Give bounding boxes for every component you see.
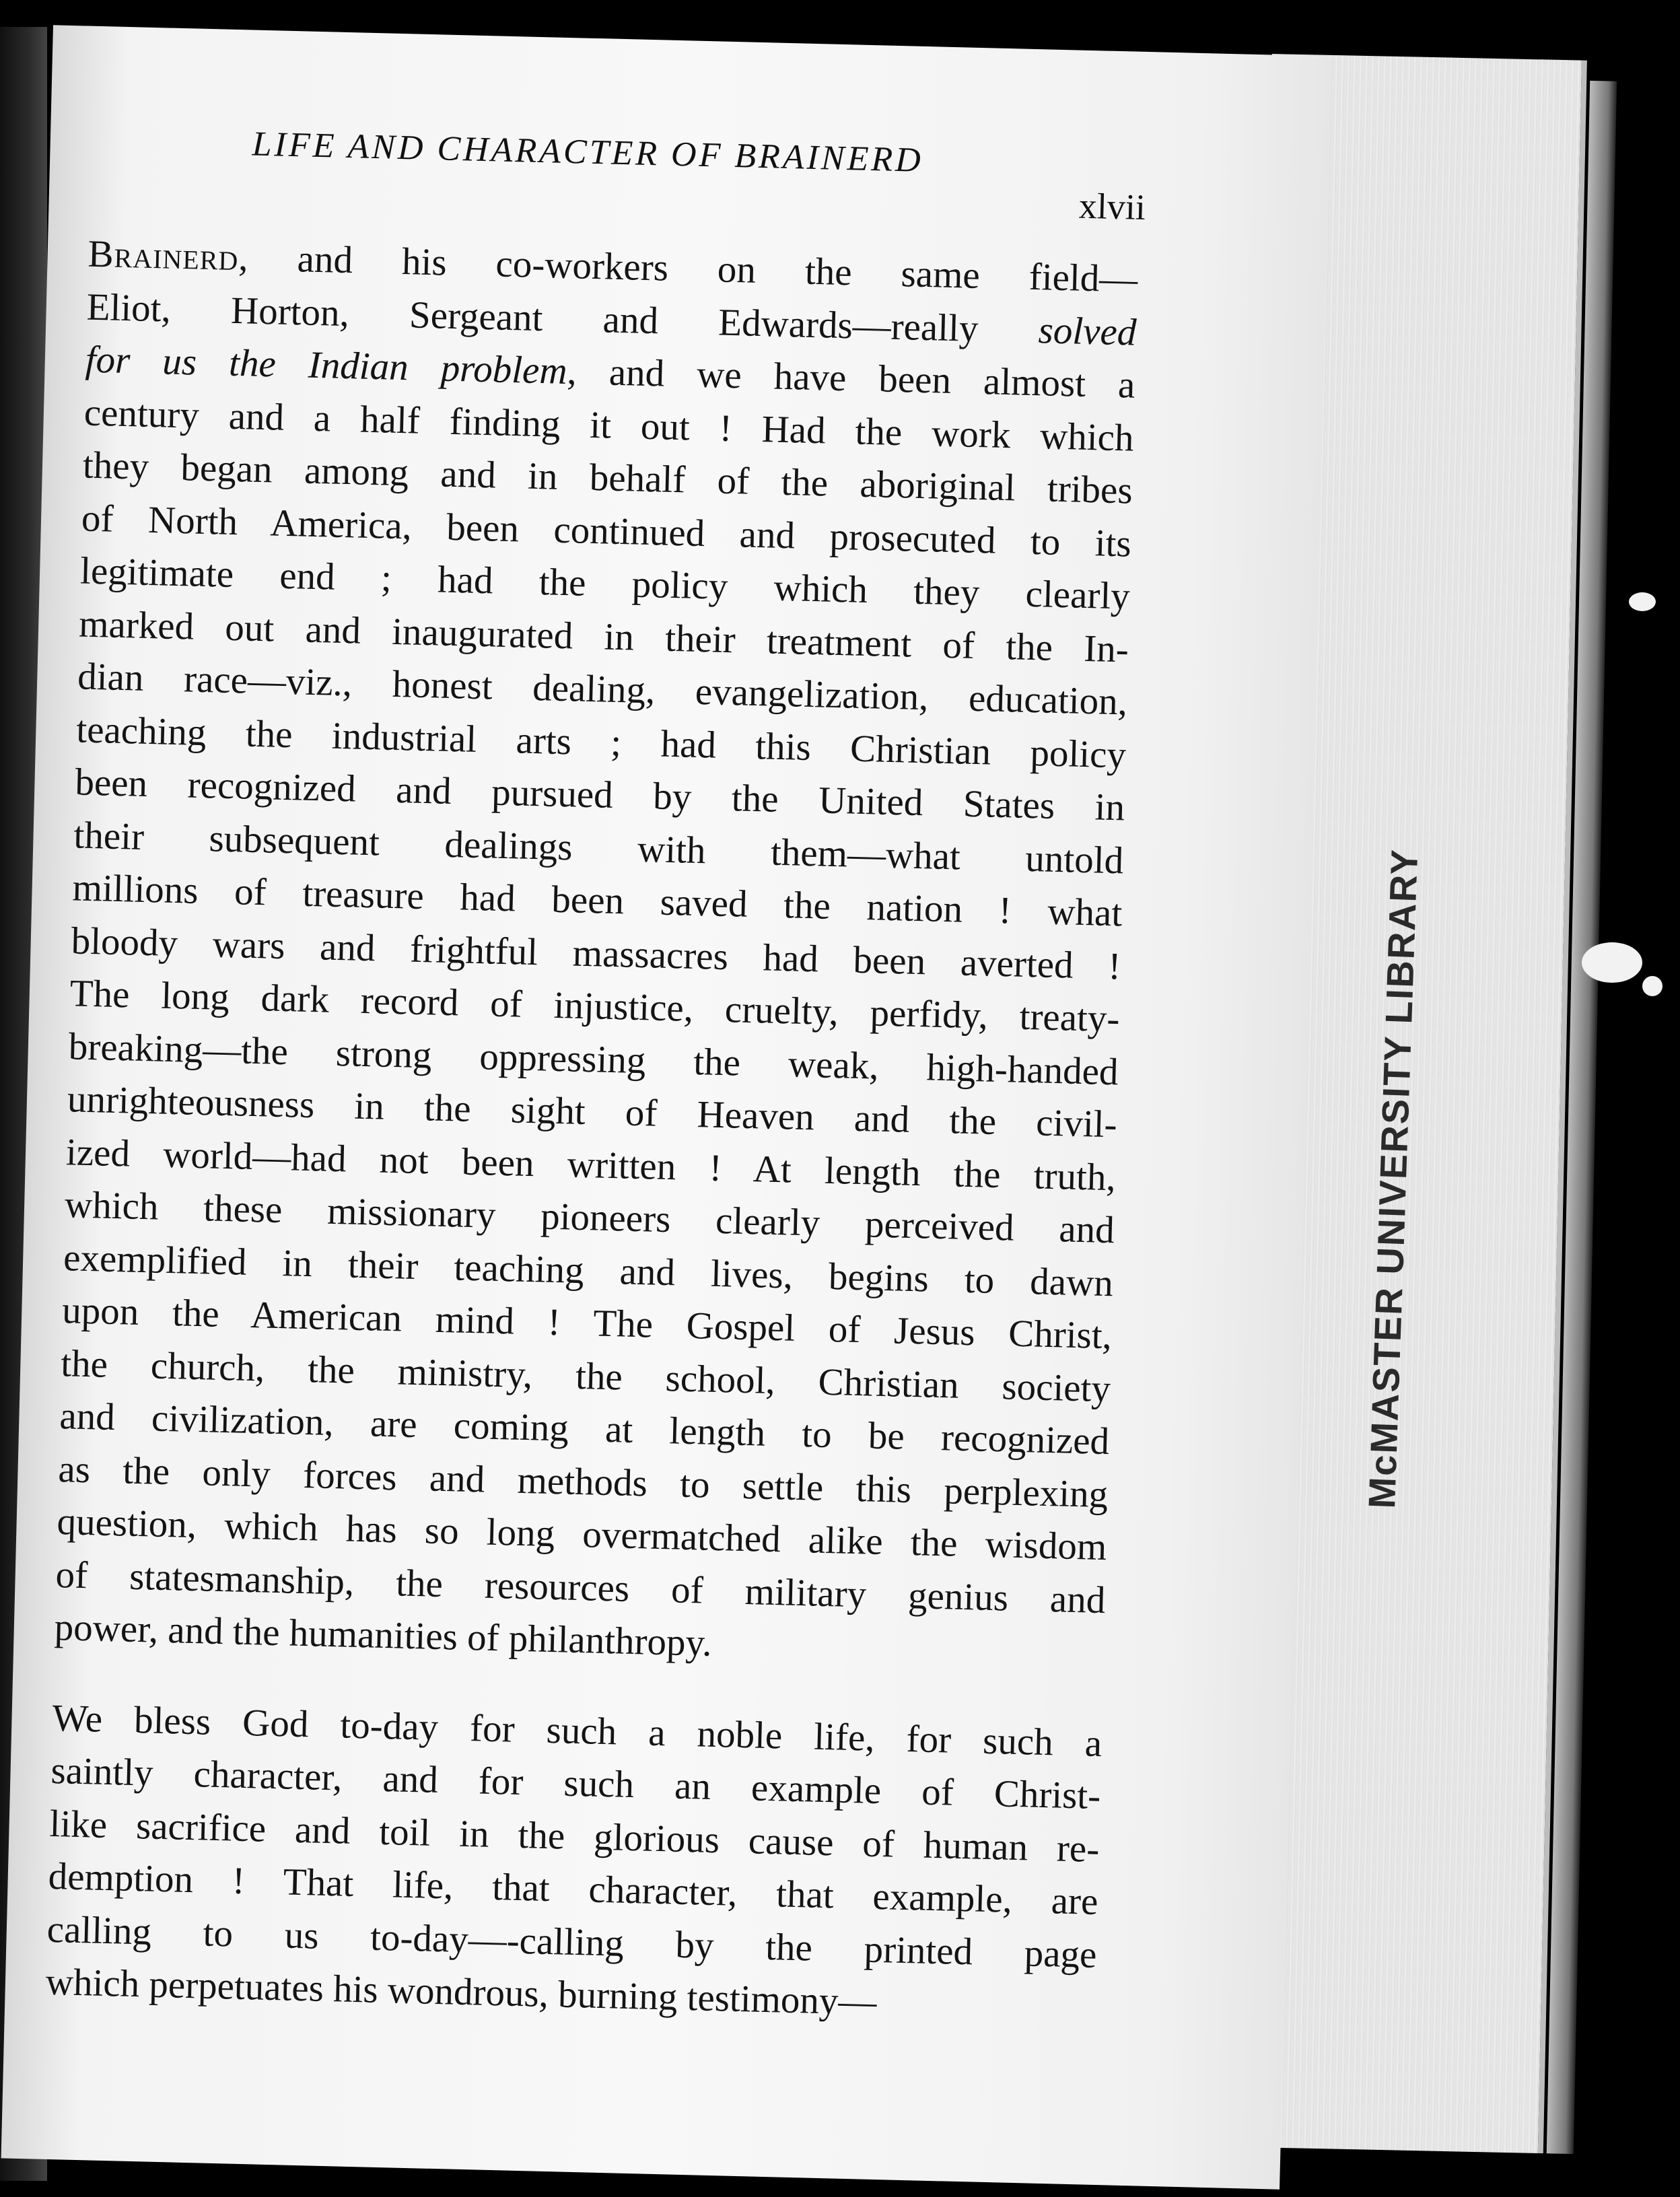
- small-caps-text: Brainerd: [87, 232, 240, 279]
- line-text: exemplified in their teaching and lives, begins to dawn: [63, 1236, 1114, 1304]
- line-text: as the only forces and methods to settle this perplexing: [57, 1447, 1109, 1516]
- line-text: saintly character, and for such an example of Christ-: [50, 1749, 1101, 1818]
- line-text: question, which has so long overmatched alike the wisdom: [56, 1500, 1107, 1569]
- scan-speck: [1582, 942, 1642, 983]
- line-text: breaking—the strong oppressing the weak, high-handed: [68, 1024, 1119, 1093]
- line-text: and civilization, are coming at length to be recognized: [59, 1395, 1110, 1463]
- paragraph-2: [45, 1692, 1102, 2034]
- running-head: LIFE AND CHARACTER OF BRAINERD: [252, 125, 924, 180]
- italic-text: solved: [1037, 308, 1138, 354]
- page-number: xlvii: [1078, 185, 1146, 228]
- line-text: calling to us to-day—-calling by the printed page: [46, 1908, 1098, 1976]
- line-text: unrighteousness in the sight of Heaven and the civil-: [67, 1078, 1118, 1146]
- line-text: bloody wars and frightful massacres had been averted !: [71, 919, 1122, 987]
- line-text: Eliot, Horton, Sergeant and Edwards—really: [86, 285, 1039, 351]
- line-text: like sacrifice and toil in the glorious cause of human re-: [48, 1802, 1100, 1871]
- book-page: [1, 25, 1332, 2189]
- line-text: teaching the industrial arts ; had this Christian policy: [75, 707, 1127, 777]
- line-text: , and we have been almost a: [566, 350, 1136, 407]
- line-text: demption ! That life, that character, that example, are: [48, 1854, 1099, 1924]
- line-text: power, and the humanities of philanthropy.: [54, 1606, 713, 1665]
- line-text: We bless God to-day for such a noble life, for such a: [51, 1696, 1102, 1765]
- line-text: their subsequent dealings with them—what untold: [73, 813, 1124, 882]
- line-text: the church, the ministry, the school, Christian society: [60, 1341, 1111, 1410]
- line-text: century and a half finding it out ! Had the work which: [83, 391, 1135, 460]
- line-text: marked out and inaugurated in their treatment of the In-: [78, 602, 1129, 671]
- library-stamp: McMASTER UNIVERSITY LIBRARY: [1360, 847, 1426, 1510]
- line-text: dian race—viz., honest dealing, evangelization, education,: [77, 655, 1128, 724]
- line-text: The long dark record of injustice, cruelty, perfidy, treaty-: [69, 972, 1121, 1041]
- scan-speck: [1629, 592, 1656, 611]
- line-text: millions of treasure had been saved the nation ! what: [71, 866, 1123, 935]
- line-text: upon the American mind ! The Gospel of Jesus Christ,: [61, 1289, 1113, 1358]
- line-text: legitimate end ; had the policy which they clearly: [79, 549, 1131, 618]
- line-text: which these missionary pioneers clearly perceived and: [64, 1183, 1115, 1252]
- line-text: of statesmanship, the resources of military genius and: [55, 1553, 1107, 1621]
- paragraph-1: [54, 228, 1138, 1680]
- scan-speck: [1642, 976, 1663, 996]
- body-text: [45, 228, 1138, 2035]
- line-text: of North America, been continued and prosecuted to its: [81, 497, 1132, 565]
- line-text: they began among and in behalf of the aboriginal tribes: [82, 444, 1133, 512]
- line-text: ized world—had not been written ! At length the truth,: [65, 1130, 1117, 1199]
- line-text: , and his co-workers on the same field—: [238, 236, 1139, 301]
- line-text: been recognized and pursued by the United States in: [74, 761, 1125, 829]
- line-text: which perpetuates his wondrous, burning testimony—: [45, 1960, 878, 2024]
- italic-text: for us the Indian problem: [85, 338, 568, 393]
